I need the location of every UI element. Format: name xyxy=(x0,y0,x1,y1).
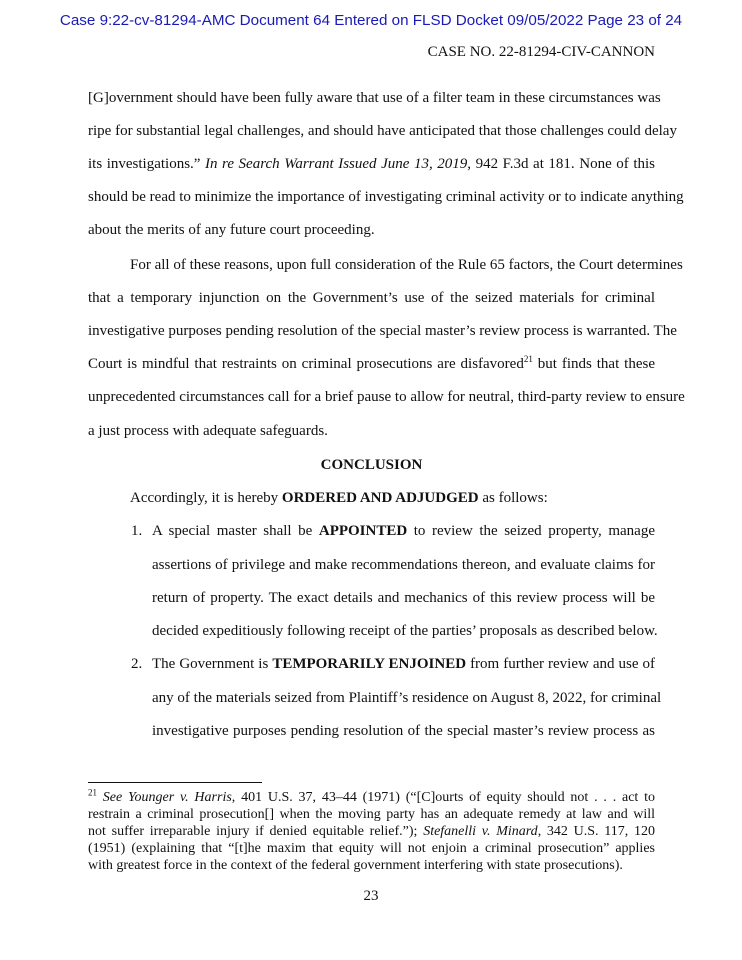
text-line: [G]overnment should have been fully aware that use of a filter team in these circumstances was xyxy=(88,90,661,106)
text-line: any of the materials seized from Plaintiff’s residence on August 8, 2022, for criminal xyxy=(152,690,662,706)
list-number: 2. xyxy=(131,656,143,672)
text-line: its investigations.” In re Search Warrant Issued June 13, 2019, 942 F.3d at 181. None of this xyxy=(88,156,655,172)
list-number: 1. xyxy=(131,523,143,539)
text-line: about the merits of any future court proceeding. xyxy=(88,222,375,238)
footnote-number: 21 xyxy=(88,787,97,798)
order-intro: Accordingly, it is hereby ORDERED AND ADJUDGED as follows: xyxy=(130,490,548,506)
text-line: restrain a criminal prosecution[] when the moving party has an adequate remedy at law and will xyxy=(88,807,655,822)
text-line: For all of these reasons, upon full consideration of the Rule 65 factors, the Court determines xyxy=(130,257,683,273)
court-filing-stamp: Case 9:22-cv-81294-AMC Document 64 Entered on FLSD Docket 09/05/2022 Page 23 of 24 xyxy=(59,12,683,29)
text-line: Court is mindful that restraints on criminal prosecutions are disfavored$^{21}$ but finds that these xyxy=(88,354,655,372)
text-line: unprecedented circumstances call for a brief pause to allow for neutral, third-party review to ensure xyxy=(88,389,685,405)
text-line: The Government is TEMPORARILY ENJOINED from further review and use of xyxy=(152,656,655,672)
text-line: that a temporary injunction on the Government’s use of the seized materials for criminal xyxy=(88,290,655,306)
text-line: decided expeditiously following receipt of the parties’ proposals as described below. xyxy=(152,623,658,639)
text-line: A special master shall be APPOINTED to review the seized property, manage xyxy=(152,523,655,539)
text-line: a just process with adequate safeguards. xyxy=(88,423,328,439)
case-number: CASE NO. 22-81294-CIV-CANNON xyxy=(427,44,655,60)
text-line: (1951) (explaining that “[t]he maxim that equity will not enjoin a criminal prosecution” applies xyxy=(88,841,655,856)
text-line: with greatest force in the context of the federal government interfering with state prosecutions). xyxy=(88,858,623,873)
text-line: $^{21}$ See Younger v. Harris, 401 U.S. 37, 43–44 (1971) (“[C]ourts of equity should not . . . act to xyxy=(88,787,655,805)
text-line: assertions of privilege and make recommendations thereon, and evaluate claims for xyxy=(152,557,655,573)
text-line: return of property. The exact details and mechanics of this review process will be xyxy=(152,590,655,606)
footnote-reference: 21 xyxy=(523,354,533,364)
footnote-divider xyxy=(88,782,262,783)
text-line: should be read to minimize the importance of investigating criminal activity or to indicate anything xyxy=(88,189,684,205)
text-line: investigative purposes pending resolution of the special master’s review process is warranted. The xyxy=(88,323,677,339)
case-citation: In re Search Warrant Issued June 13, 2019 xyxy=(205,156,468,172)
section-heading: CONCLUSION xyxy=(320,457,423,473)
text-line: ripe for substantial legal challenges, and should have anticipated that those challenges could delay xyxy=(88,123,677,139)
page-number: 23 xyxy=(363,888,379,904)
text-line: investigative purposes pending resolution of the special master’s review process as xyxy=(152,723,655,739)
text-line: not suffer irreparable injury if denied equitable relief.”); Stefanelli v. Minard, 342 U.S. 117, 120 xyxy=(88,824,655,839)
